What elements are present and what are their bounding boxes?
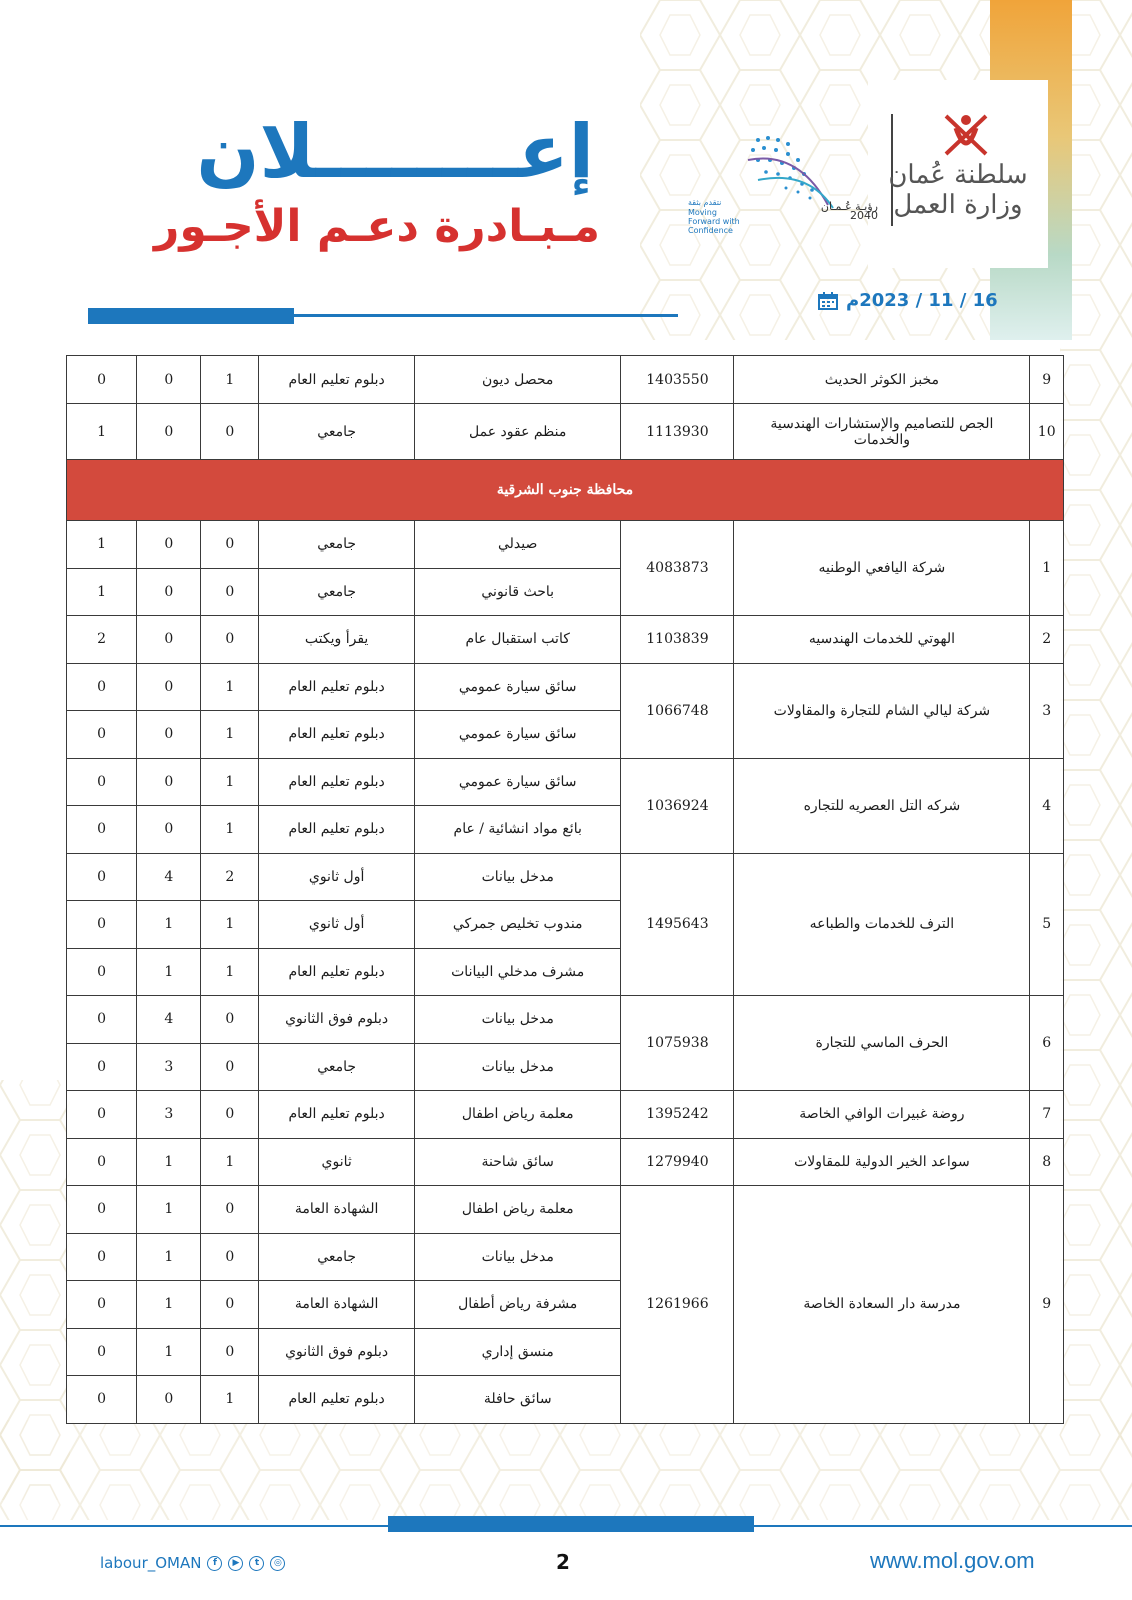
registration-number-cell: 1113930 — [621, 404, 734, 460]
footer-accent-bar — [388, 1516, 754, 1532]
row-number-cell: 7 — [1030, 1091, 1064, 1139]
company-name-cell: مخبز الكوثر الحديث — [734, 356, 1030, 404]
job-title-cell: سائق سيارة عمومي — [414, 663, 621, 711]
registration-number-cell: 1495643 — [621, 853, 734, 996]
count-cell: 4 — [137, 996, 201, 1044]
count-cell: 1 — [201, 1376, 259, 1424]
count-cell: 0 — [137, 404, 201, 460]
count-cell: 0 — [67, 1233, 137, 1281]
table-row — [67, 758, 1064, 806]
row-number-cell: 5 — [1030, 853, 1064, 996]
row-number-cell: 2 — [1030, 616, 1064, 664]
registration-number-cell: 1075938 — [621, 996, 734, 1091]
count-cell: 1 — [201, 663, 259, 711]
qualification-cell: دبلوم تعليم العام — [259, 663, 415, 711]
announcement-title: إعــــــــلان — [196, 109, 594, 195]
job-title-cell: صيدلي — [414, 521, 621, 569]
website-link[interactable]: www.mol.gov.om — [870, 1548, 1035, 1573]
row-number-cell: 3 — [1030, 663, 1064, 758]
count-cell: 0 — [137, 711, 201, 759]
header-accent-bar — [88, 308, 294, 324]
row-number-cell: 10 — [1030, 404, 1064, 460]
wage-support-jobs-table — [66, 355, 1064, 1424]
calendar-icon — [818, 292, 838, 310]
count-cell: 3 — [137, 1043, 201, 1091]
count-cell: 4 — [137, 853, 201, 901]
table-row — [67, 996, 1064, 1044]
count-cell: 1 — [137, 1328, 201, 1376]
qualification-cell: دبلوم فوق الثانوي — [259, 1328, 415, 1376]
count-cell: 0 — [201, 1233, 259, 1281]
job-title-cell: مدخل بيانات — [414, 996, 621, 1044]
company-name-cell: سواعد الخير الدولية للمقاولات — [734, 1138, 1030, 1186]
count-cell: 0 — [137, 568, 201, 616]
count-cell: 0 — [67, 758, 137, 806]
count-cell: 0 — [201, 1091, 259, 1139]
header-accent-line — [294, 314, 678, 317]
count-cell: 0 — [67, 1186, 137, 1234]
ministry-line-2: وزارة العمل — [893, 190, 1023, 220]
count-cell: 0 — [67, 1043, 137, 1091]
count-cell: 1 — [201, 758, 259, 806]
row-number-cell: 9 — [1030, 1186, 1064, 1424]
count-cell: 0 — [67, 1281, 137, 1329]
company-name-cell: شركة اليافعي الوطنيه — [734, 521, 1030, 616]
instagram-icon[interactable]: ◎ — [270, 1556, 285, 1571]
registration-number-cell: 4083873 — [621, 521, 734, 616]
registration-number-cell: 1279940 — [621, 1138, 734, 1186]
qualification-cell: الشهادة العامة — [259, 1281, 415, 1329]
company-name-cell: الهوتي للخدمات الهندسيه — [734, 616, 1030, 664]
registration-number-cell: 1261966 — [621, 1186, 734, 1424]
ministry-of-labour-logo — [888, 110, 1028, 230]
job-title-cell: سائق سيارة عمومي — [414, 758, 621, 806]
oman-emblem-icon — [938, 110, 994, 160]
count-cell: 2 — [201, 853, 259, 901]
count-cell: 1 — [67, 404, 137, 460]
qualification-cell: أول ثانوي — [259, 901, 415, 949]
count-cell: 0 — [137, 806, 201, 854]
count-cell: 0 — [67, 711, 137, 759]
qualification-cell: يقرأ ويكتب — [259, 616, 415, 664]
company-name-cell: الحرف الماسي للتجارة — [734, 996, 1030, 1091]
oman-vision-2040-logo — [688, 130, 878, 235]
count-cell: 0 — [67, 901, 137, 949]
count-cell: 0 — [137, 1376, 201, 1424]
job-title-cell: مندوب تخليص جمركي — [414, 901, 621, 949]
count-cell: 1 — [137, 1281, 201, 1329]
page-number: 2 — [556, 1550, 570, 1574]
qualification-cell: دبلوم فوق الثانوي — [259, 996, 415, 1044]
social-links — [100, 1554, 285, 1572]
qualification-cell: دبلوم تعليم العام — [259, 806, 415, 854]
row-number-cell: 4 — [1030, 758, 1064, 853]
table-row — [67, 616, 1064, 664]
count-cell: 0 — [67, 1328, 137, 1376]
count-cell: 1 — [201, 711, 259, 759]
job-title-cell: منسق إداري — [414, 1328, 621, 1376]
job-title-cell: بائع مواد انشائية / عام — [414, 806, 621, 854]
count-cell: 0 — [201, 1043, 259, 1091]
governorate-section-row — [67, 460, 1064, 521]
qualification-cell: دبلوم تعليم العام — [259, 758, 415, 806]
job-title-cell: معلمة رياض اطفال — [414, 1091, 621, 1139]
count-cell: 0 — [201, 404, 259, 460]
qualification-cell: دبلوم تعليم العام — [259, 948, 415, 996]
qualification-cell: ثانوي — [259, 1138, 415, 1186]
count-cell: 0 — [201, 1186, 259, 1234]
count-cell: 1 — [137, 948, 201, 996]
count-cell: 1 — [67, 568, 137, 616]
qualification-cell: أول ثانوي — [259, 853, 415, 901]
row-number-cell: 9 — [1030, 356, 1064, 404]
count-cell: 1 — [137, 901, 201, 949]
count-cell: 0 — [137, 356, 201, 404]
header — [0, 0, 1132, 340]
row-number-cell: 1 — [1030, 521, 1064, 616]
qualification-cell: دبلوم تعليم العام — [259, 711, 415, 759]
company-name-cell: روضة غبيرات الوافي الخاصة — [734, 1091, 1030, 1139]
count-cell: 1 — [201, 806, 259, 854]
count-cell: 1 — [201, 901, 259, 949]
qualification-cell: جامعي — [259, 1043, 415, 1091]
job-title-cell: سائق حافلة — [414, 1376, 621, 1424]
registration-number-cell: 1395242 — [621, 1091, 734, 1139]
registration-number-cell: 1103839 — [621, 616, 734, 664]
ministry-line-1: سلطنة عُمان — [888, 160, 1028, 190]
count-cell: 0 — [201, 1328, 259, 1376]
count-cell: 0 — [201, 1281, 259, 1329]
qualification-cell: دبلوم تعليم العام — [259, 1091, 415, 1139]
count-cell: 0 — [137, 758, 201, 806]
initiative-title: مـبـادرة دعـم الأجـور — [153, 201, 600, 252]
count-cell: 0 — [67, 948, 137, 996]
qualification-cell: دبلوم تعليم العام — [259, 356, 415, 404]
company-name-cell: شركة ليالي الشام للتجارة والمقاولات — [734, 663, 1030, 758]
vision-slogan-en: Moving Forward with Confidence — [688, 208, 740, 235]
table-row — [67, 663, 1064, 711]
count-cell: 0 — [201, 568, 259, 616]
job-title-cell: منظم عقود عمل — [414, 404, 621, 460]
company-name-cell: شركه التل العصريه للتجاره — [734, 758, 1030, 853]
count-cell: 1 — [67, 521, 137, 569]
count-cell: 0 — [67, 663, 137, 711]
count-cell: 1 — [137, 1233, 201, 1281]
row-number-cell: 6 — [1030, 996, 1064, 1091]
job-title-cell: معلمة رياض اطفال — [414, 1186, 621, 1234]
count-cell: 0 — [137, 521, 201, 569]
company-name-cell: الجص للتصاميم والإستشارات الهندسية والخدمات — [734, 404, 1030, 460]
registration-number-cell: 1036924 — [621, 758, 734, 853]
count-cell: 1 — [201, 356, 259, 404]
count-cell: 1 — [201, 1138, 259, 1186]
date-text: 16 / 11 / 2023م — [846, 290, 998, 311]
qualification-cell: جامعي — [259, 568, 415, 616]
count-cell: 2 — [67, 616, 137, 664]
youtube-icon[interactable]: ▶ — [228, 1556, 243, 1571]
count-cell: 0 — [201, 616, 259, 664]
job-title-cell: مشرف مدخلي البيانات — [414, 948, 621, 996]
count-cell: 0 — [67, 806, 137, 854]
job-title-cell: محصل ديون — [414, 356, 621, 404]
facebook-icon[interactable]: f — [207, 1556, 222, 1571]
qualification-cell: جامعي — [259, 404, 415, 460]
count-cell: 1 — [201, 948, 259, 996]
qualification-cell: جامعي — [259, 521, 415, 569]
table-row — [67, 853, 1064, 901]
job-title-cell: مدخل بيانات — [414, 1233, 621, 1281]
vision-name-text: رؤيـة عُـمـان 2040 — [820, 200, 878, 222]
row-number-cell: 8 — [1030, 1138, 1064, 1186]
table-row — [67, 521, 1064, 569]
count-cell: 0 — [201, 521, 259, 569]
qualification-cell: الشهادة العامة — [259, 1186, 415, 1234]
registration-number-cell: 1403550 — [621, 356, 734, 404]
table-row — [67, 1138, 1064, 1186]
announcement-date — [818, 290, 998, 311]
count-cell: 0 — [67, 356, 137, 404]
count-cell: 0 — [137, 616, 201, 664]
count-cell: 0 — [67, 853, 137, 901]
table-row — [67, 356, 1064, 404]
table-row — [67, 1091, 1064, 1139]
table-row — [67, 404, 1064, 460]
job-title-cell: مدخل بيانات — [414, 853, 621, 901]
table-row — [67, 1186, 1064, 1234]
qualification-cell: جامعي — [259, 1233, 415, 1281]
count-cell: 1 — [137, 1138, 201, 1186]
vision-slogan-ar: نتقدم بثقة — [688, 198, 722, 207]
count-cell: 3 — [137, 1091, 201, 1139]
job-title-cell: سائق سيارة عمومي — [414, 711, 621, 759]
job-title-cell: مشرفة رياض أطفال — [414, 1281, 621, 1329]
twitter-icon[interactable]: t — [249, 1556, 264, 1571]
job-title-cell: سائق شاحنة — [414, 1138, 621, 1186]
company-name-cell: مدرسة دار السعادة الخاصة — [734, 1186, 1030, 1424]
count-cell: 0 — [67, 1138, 137, 1186]
company-name-cell: الترف للخدمات والطباعه — [734, 853, 1030, 996]
social-handle[interactable]: labour_OMAN — [100, 1554, 202, 1572]
registration-number-cell: 1066748 — [621, 663, 734, 758]
job-title-cell: مدخل بيانات — [414, 1043, 621, 1091]
count-cell: 0 — [67, 1091, 137, 1139]
job-title-cell: كاتب استقبال عام — [414, 616, 621, 664]
count-cell: 0 — [67, 996, 137, 1044]
job-title-cell: باحث قانوني — [414, 568, 621, 616]
count-cell: 0 — [67, 1376, 137, 1424]
qualification-cell: دبلوم تعليم العام — [259, 1376, 415, 1424]
governorate-section-title: محافظة جنوب الشرقية — [67, 460, 1064, 521]
count-cell: 1 — [137, 1186, 201, 1234]
count-cell: 0 — [137, 663, 201, 711]
count-cell: 0 — [201, 996, 259, 1044]
